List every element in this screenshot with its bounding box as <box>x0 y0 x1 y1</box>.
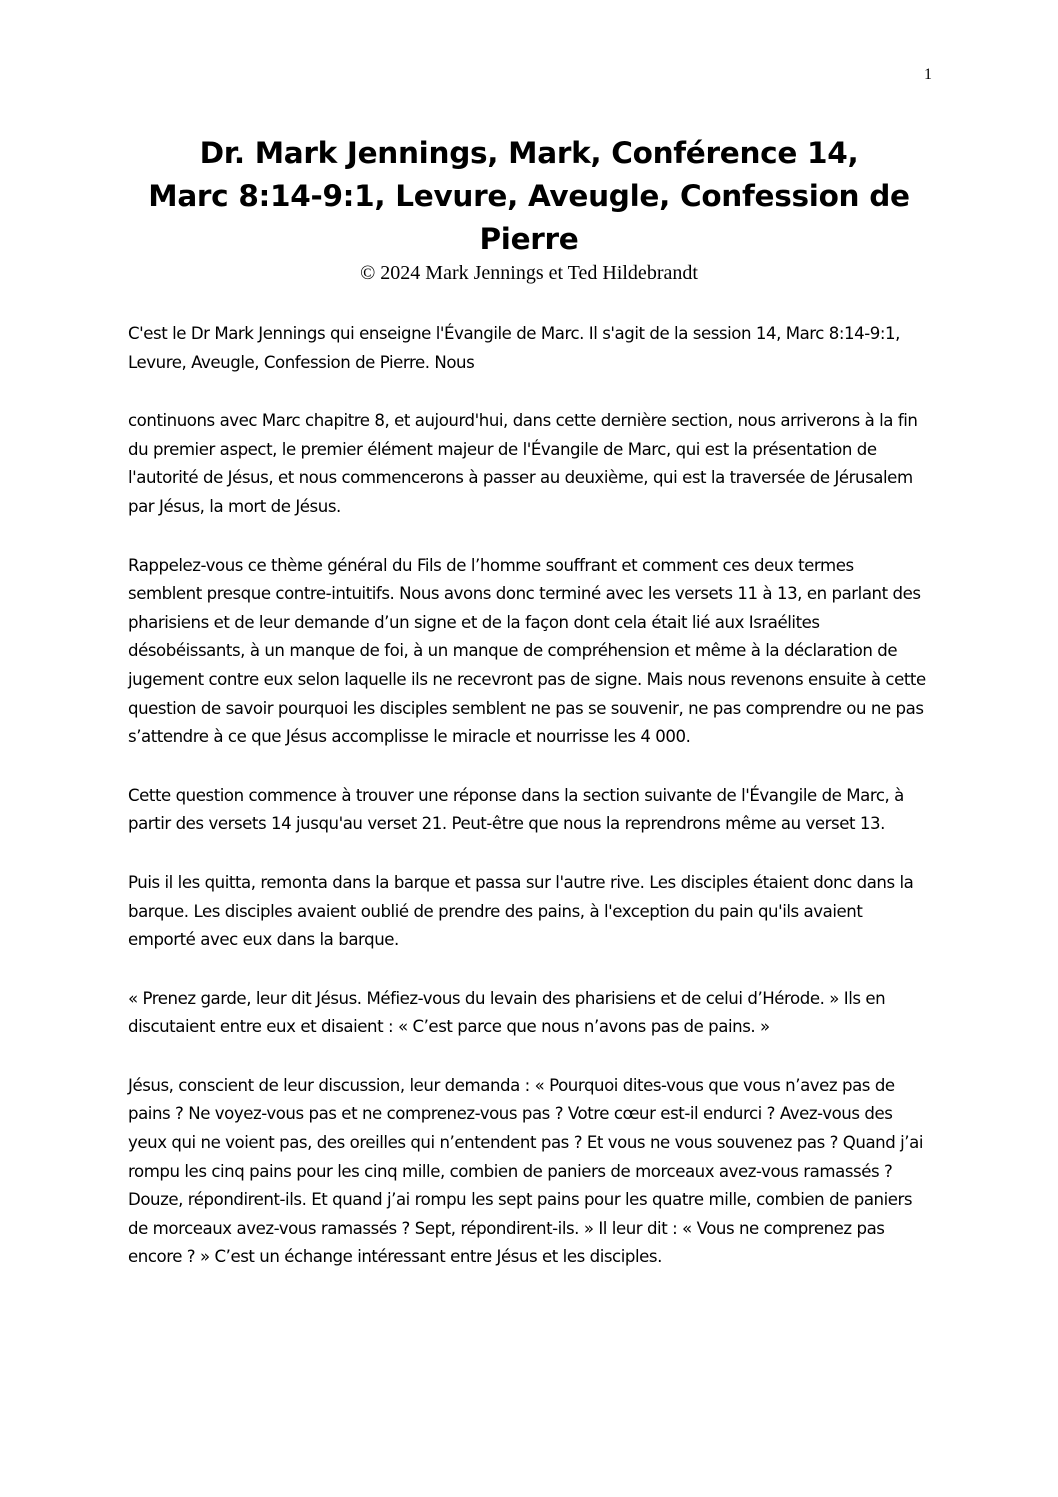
body-text <box>128 320 926 1302</box>
title-line: Marc 8:14-9:1, Levure, Aveugle, Confession de <box>148 179 910 213</box>
title-block <box>120 132 938 285</box>
paragraph: « Prenez garde, leur dit Jésus. Méfiez-vous du levain des pharisiens et de celui d’Hérode. » Ils en discutaient entre eux et disaient : « C’est parce que nous n’avons pas de pains. » <box>128 988 886 1037</box>
page-number: 1 <box>924 66 932 83</box>
paragraph: continuons avec Marc chapitre 8, et aujourd'hui, dans cette dernière section, nous arriverons à la fin du premier aspect, le premier élément majeur de l'Évangile de Marc, qui est la présentation de l'autorité de Jésus, et nous commencerons à passer au deuxième, qui est la traversée de Jérusalem par Jésus, la mort de Jésus. <box>128 411 918 516</box>
title-line: Dr. Mark Jennings, Mark, Conférence 14, <box>199 136 859 170</box>
paragraph: C'est le Dr Mark Jennings qui enseigne l'Évangile de Marc. Il s'agit de la session 14, Marc 8:14-9:1, Levure, Aveugle, Confession de Pierre. Nous <box>128 324 900 372</box>
copyright-notice: © 2024 Mark Jennings et Ted Hildebrandt <box>360 262 698 284</box>
paragraph: Jésus, conscient de leur discussion, leur demanda : « Pourquoi dites-vous que vous n’avez pas de pains ? Ne voyez-vous pas et ne comprenez-vous pas ? Votre cœur est-il endurci ? Avez-vous des yeux qui ne voient pas, des oreilles qui n’entendent pas ? Et vous ne vous souvenez pas ? Quand j’ai rompu les cinq pains pour les cinq mille, combien de paniers de morceaux avez-vous ramassés ? Douze, répondirent-ils. Et quand j’ai rompu les sept pains pour les quatre mille, combien de paniers de morceaux avez-vous ramassés ? Sept, répondirent-ils. » Il leur dit : « Vous ne comprenez pas encore ? » C’est un échange intéressant entre Jésus et les disciples. <box>128 1075 924 1267</box>
paragraph: Cette question commence à trouver une réponse dans la section suivante de l'Évangile de Marc, à partir des versets 14 jusqu'au verset 21. Peut-être que nous la reprendrons même au verset 13. <box>128 785 904 834</box>
document-title <box>120 132 938 261</box>
paragraph: Puis il les quitta, remonta dans la barque et passa sur l'autre rive. Les disciples étaient donc dans la barque. Les disciples avaient oublié de prendre des pains, à l'exception du pain qu'ils avaient emporté avec eux dans la barque. <box>128 872 914 950</box>
title-line: Pierre <box>479 222 579 256</box>
paragraph: Rappelez-vous ce thème général du Fils de l’homme souffrant et comment ces deux termes semblent presque contre-intuitifs. Nous avons donc terminé avec les versets 11 à 13, en parlant des pharisiens et de leur demande d’un signe et de la façon dont cela était lié aux Israélites désobéissants, à un manque de foi, à un manque de compréhension et même à la déclaration de jugement contre eux selon laquelle ils ne recevront pas de signe. Mais nous revenons ensuite à cette question de savoir pourquoi les disciples semblent ne pas se souvenir, ne pas comprendre ou ne pas s’attendre à ce que Jésus accomplisse le miracle et nourrisse les 4 000. <box>128 555 926 747</box>
